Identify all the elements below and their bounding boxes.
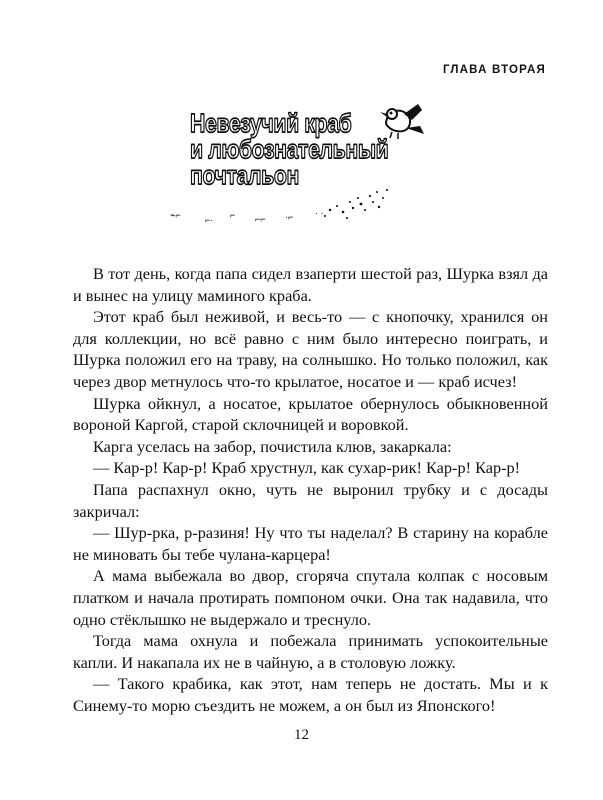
body-text xyxy=(73,263,548,716)
paragraph: Папа распахнул окно, чуть не выронил трубку и с досады закричал: xyxy=(73,479,548,521)
paragraph: Карга уселась на забор, почистила клюв, закаркала: xyxy=(93,436,452,456)
bird-tracks-decoration xyxy=(165,188,395,233)
svg-text:⌐: ⌐ xyxy=(230,210,236,220)
page-number: 12 xyxy=(294,727,309,743)
svg-text:⌐·: ⌐· xyxy=(205,215,214,225)
paragraph: — Кар-р! Кар-р! Краб хрустнул, как сухар-рик! Кар-р! Кар-р! xyxy=(93,458,521,478)
paragraph: В тот день, когда папа сидел взаперти шестой раз, Шурка взял да и вынес на улицу маминого краба. xyxy=(73,264,548,305)
paragraph: — Такого крабика, как этот, нам теперь не достать. Мы и к Синему-то морю съездить не можем, а он был из Японского! xyxy=(73,674,548,715)
chapter-title-line-2: и любознательный xyxy=(190,134,389,164)
chapter-title-line-3: почтальон xyxy=(190,160,299,190)
svg-text:· ·: · · xyxy=(315,208,324,218)
svg-text:⌐⌐: ⌐⌐ xyxy=(255,214,266,224)
running-head: ГЛАВА ВТОРАЯ xyxy=(442,64,546,76)
crow-illustration xyxy=(378,100,428,140)
chapter-title-line-1: Невезучий краб xyxy=(190,108,352,138)
paragraph: Шурка ойкнул, а носатое, крылатое обернулось обыкновенной вороной Каргой, старой склочницей и воровкой. xyxy=(73,393,548,435)
svg-text:⌁⌐: ⌁⌐ xyxy=(170,210,181,220)
paragraph: Тогда мама охнула и побежала принимать успокоительные капли. И накапала их не в чайную, а в столовую ложку. xyxy=(73,631,548,672)
paragraph: Этот краб был неживой, и весь-то — с кнопочку, хранился он для коллекции, но всё равно с ним было интересно поиграть, и Шурка положил его на траву, на солнышко. Но только положил, как через двор метнулось что-то крылатое, носатое и — краб исчез! xyxy=(73,307,548,391)
paragraph: А мама выбежала во двор, сгоряча спутала колпак с носовым платком и начала протирать помпоном очки. Она так надавила, что одно стёклышко не выдержало и треснуло. xyxy=(73,566,548,629)
svg-text:·⌐: ·⌐ xyxy=(285,212,294,222)
paragraph: — Шур-рка, р-разиня! Ну что ты наделал? В старину на корабле не миновать бы тебе чулана-карцера! xyxy=(73,523,548,564)
